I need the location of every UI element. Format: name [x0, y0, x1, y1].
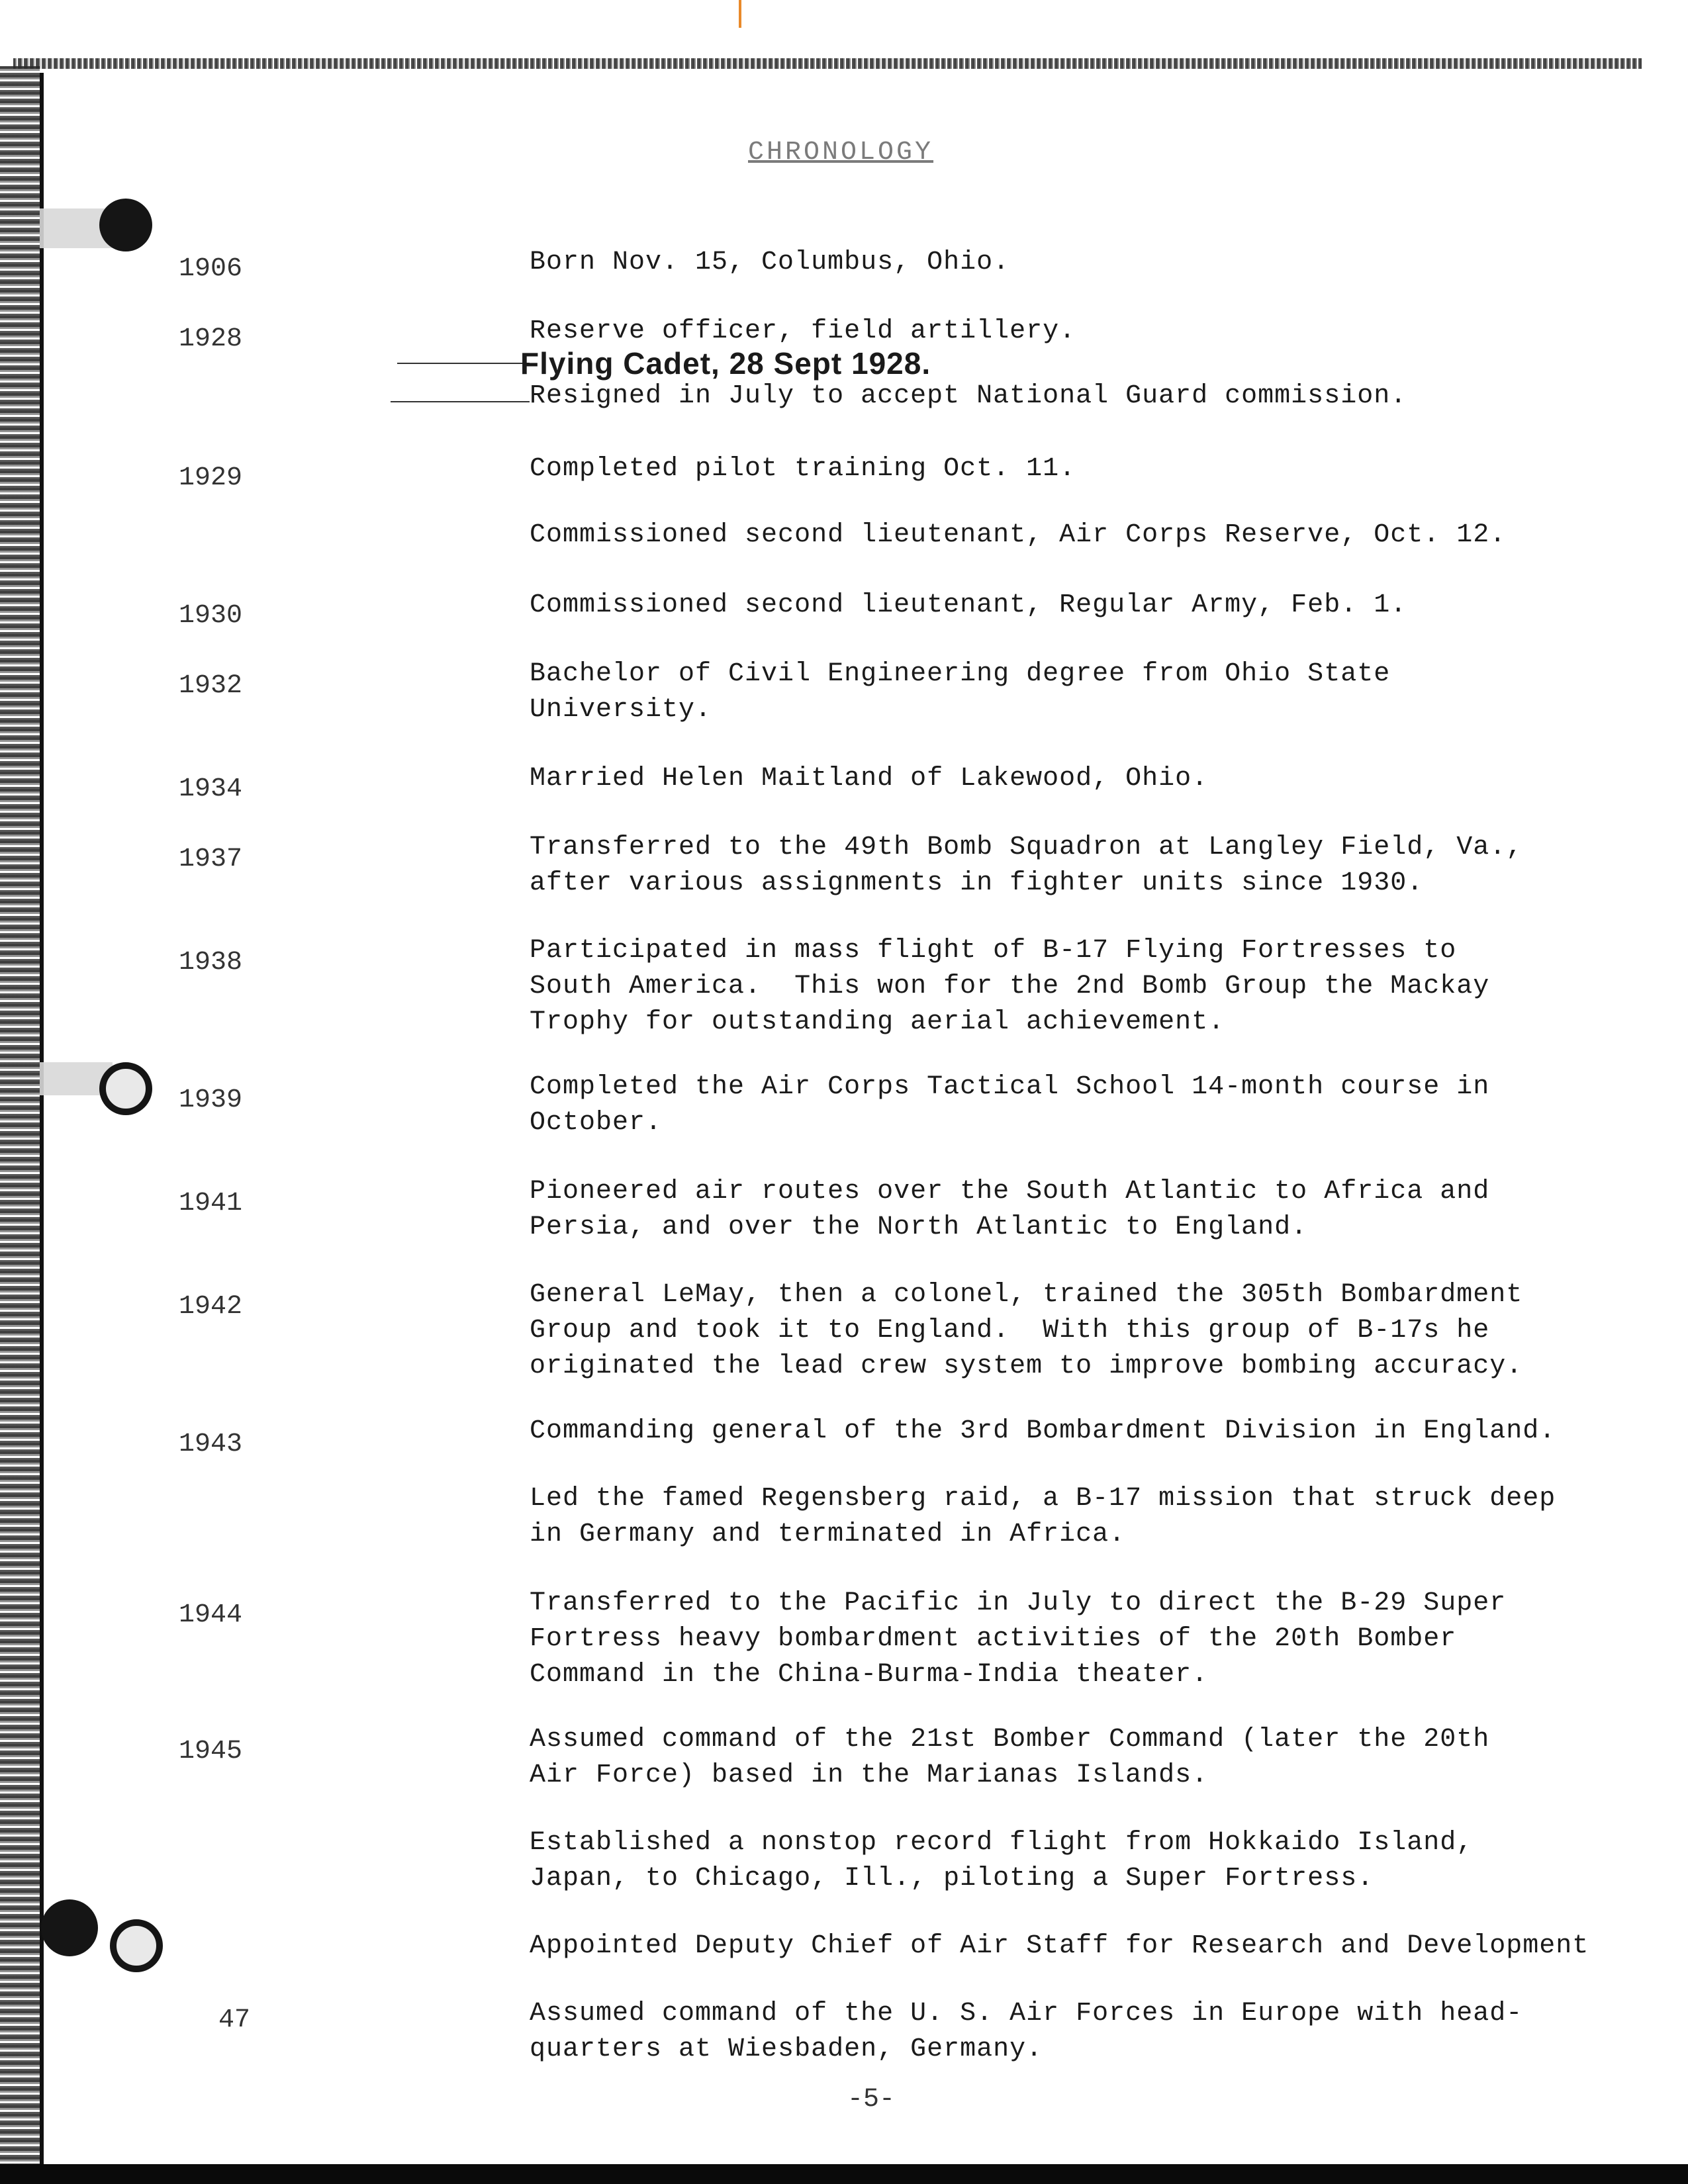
punch-hole: [41, 1899, 98, 1956]
entry-text: Completed the Air Corps Tactical School 14-month course in October.: [530, 1072, 1490, 1138]
handwritten-entry: Flying Cadet, 28 Sept 1928.: [520, 346, 931, 381]
scan-left-edge: [0, 66, 40, 2184]
year-label: 1943: [179, 1430, 243, 1459]
entry-text: Resigned in July to accept National Guard commission.: [530, 381, 1407, 411]
scan-left-shadow: [40, 73, 44, 2177]
page-title: CHRONOLOGY: [748, 138, 934, 167]
punch-hole: [110, 1919, 163, 1972]
year-label: 1937: [179, 844, 243, 874]
year-label: 1928: [179, 324, 243, 354]
year-label: 1930: [179, 601, 243, 631]
year-label: 1941: [179, 1189, 243, 1218]
entry-text: Reserve officer, field artillery.: [530, 316, 1076, 346]
entry-text: Married Helen Maitland of Lakewood, Ohio.: [530, 764, 1209, 794]
punch-hole: [99, 199, 152, 251]
entry-text: Transferred to the Pacific in July to direct the B-29 Super Fortress heavy bombardment activities of the 20th Bomber Command in the China-Burma-India theater.: [530, 1588, 1507, 1690]
entry-text: Commanding general of the 3rd Bombardment Division in England.: [530, 1416, 1556, 1446]
scan-mark: [739, 0, 741, 28]
year-label: 1944: [179, 1600, 243, 1630]
scan-bottom-edge: [0, 2164, 1688, 2184]
entry-text: General LeMay, then a colonel, trained the 305th Bombardment Group and took it to England. With this group of B-17s he originated the lead crew system to improve bombing accuracy.: [530, 1280, 1523, 1381]
handwritten-line: [391, 401, 530, 402]
year-label: 1938: [179, 948, 243, 978]
entry-text: Led the famed Regensberg raid, a B-17 mission that struck deep in Germany and terminated in Africa.: [530, 1484, 1556, 1549]
handwritten-line: [397, 363, 530, 364]
entry-text: Established a nonstop record flight from Hokkaido Island, Japan, to Chicago, Ill., piloting a Super Fortress.: [530, 1828, 1474, 1893]
scan-top-edge: [13, 58, 1642, 69]
punch-hole: [99, 1062, 152, 1115]
entry-text: Participated in mass flight of B-17 Flying Fortresses to South America. This won for the 2nd Bomb Group the Mackay Trophy for outstanding aerial achievement.: [530, 936, 1490, 1037]
year-label: 1934: [179, 774, 243, 804]
year-label: 47: [218, 2005, 251, 2035]
entry-text: Commissioned second lieutenant, Regular Army, Feb. 1.: [530, 590, 1407, 620]
entry-text: Completed pilot training Oct. 11.: [530, 454, 1076, 484]
year-label: 1929: [179, 463, 243, 493]
year-label: 1932: [179, 671, 243, 701]
entry-text: Bachelor of Civil Engineering degree from Ohio State University.: [530, 659, 1391, 725]
year-label: 1942: [179, 1292, 243, 1322]
year-label: 1945: [179, 1737, 243, 1766]
page-number: -5-: [847, 2085, 896, 2115]
entry-text: Assumed command of the U. S. Air Forces in Europe with head- quarters at Wiesbaden, Germany.: [530, 1999, 1523, 2064]
entry-text: Pioneered air routes over the South Atlantic to Africa and Persia, and over the North Atlantic to England.: [530, 1177, 1490, 1242]
entry-text: Commissioned second lieutenant, Air Corps Reserve, Oct. 12.: [530, 520, 1507, 550]
entry-text: Assumed command of the 21st Bomber Command (later the 20th Air Force) based in the Marianas Islands.: [530, 1725, 1490, 1790]
year-label: 1906: [179, 254, 243, 284]
entry-text: Transferred to the 49th Bomb Squadron at Langley Field, Va., after various assignments in fighter units since 1930.: [530, 833, 1523, 898]
year-label: 1939: [179, 1085, 243, 1115]
entry-text: Born Nov. 15, Columbus, Ohio.: [530, 248, 1010, 277]
entry-text: Appointed Deputy Chief of Air Staff for Research and Development: [530, 1931, 1589, 1961]
